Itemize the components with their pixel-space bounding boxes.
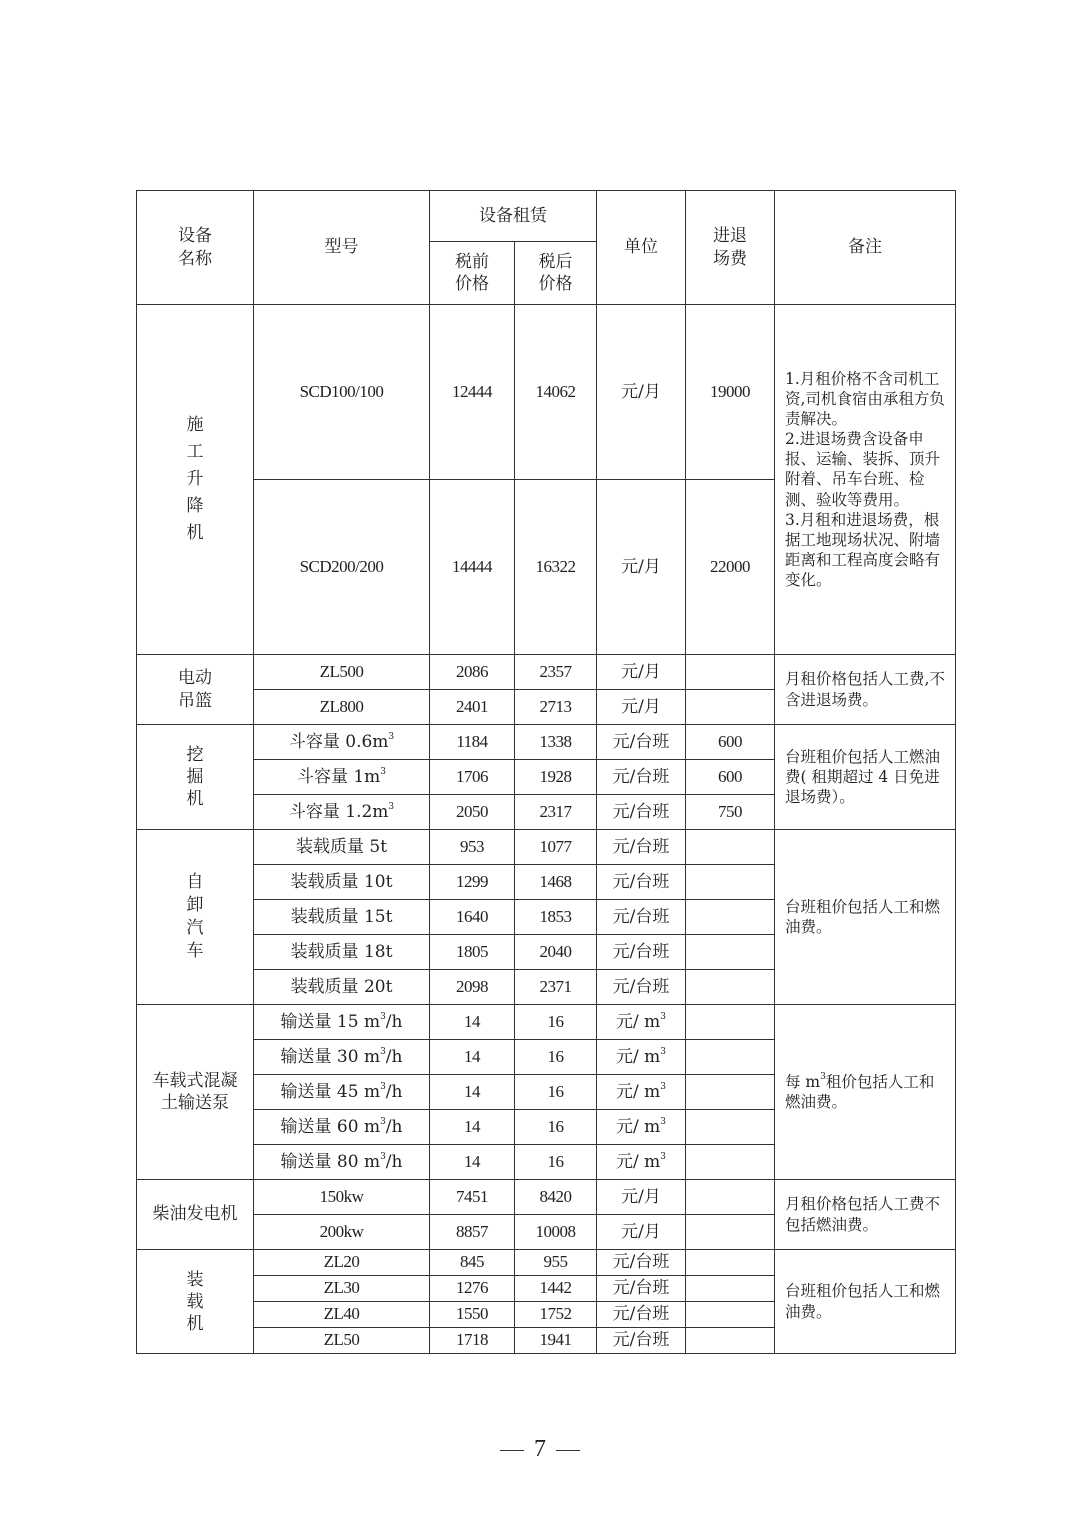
model-cell: 输送量 60 $m^3/h$ (254, 1110, 430, 1145)
entry-fee-cell (686, 1215, 775, 1250)
post-tax-cell: 14062 (515, 305, 597, 480)
dash-left (500, 1450, 524, 1451)
post-tax-cell: 1941 (515, 1328, 597, 1354)
model-cell: 装载质量 20t (254, 970, 430, 1005)
unit-cell: 元/月 (597, 480, 686, 655)
model-cell: 输送量 30 $m^3/h$ (254, 1040, 430, 1075)
pre-tax-cell: 14 (430, 1040, 515, 1075)
table-row (137, 655, 956, 690)
entry-fee-cell (686, 935, 775, 970)
pre-tax-cell: 7451 (430, 1180, 515, 1215)
group-name-concrete-pump: 车载式混凝 土输送泵 (137, 1005, 254, 1180)
pre-tax-cell: 2098 (430, 970, 515, 1005)
entry-fee-cell (686, 865, 775, 900)
post-tax-cell: 2371 (515, 970, 597, 1005)
model-cell: 斗容量 $0.6m^3$ (254, 725, 430, 760)
unit-cell: 元/月 (597, 1215, 686, 1250)
model-cell: 装载质量 15t (254, 900, 430, 935)
dash-right (556, 1450, 580, 1451)
unit-cell: 元/月 (597, 1180, 686, 1215)
entry-fee-cell (686, 1328, 775, 1354)
header-remark: 备注 (775, 191, 956, 305)
post-tax-cell: 8420 (515, 1180, 597, 1215)
entry-fee-cell (686, 970, 775, 1005)
unit-cell: 元/月 (597, 305, 686, 480)
pre-tax-cell: 2401 (430, 690, 515, 725)
entry-fee-cell: 19000 (686, 305, 775, 480)
entry-fee-cell (686, 1005, 775, 1040)
post-tax-cell: 16 (515, 1075, 597, 1110)
model-cell: 斗容量 $1.2m^3$ (254, 795, 430, 830)
pre-tax-cell: 1718 (430, 1328, 515, 1354)
pre-tax-cell: 1299 (430, 865, 515, 900)
unit-cell: 元/ $m^3$ (597, 1075, 686, 1110)
post-tax-cell: 1752 (515, 1302, 597, 1328)
model-cell: 装载质量 10t (254, 865, 430, 900)
unit-cell: 元/台班 (597, 760, 686, 795)
model-cell: 200kw (254, 1215, 430, 1250)
post-tax-cell: 1853 (515, 900, 597, 935)
unit-cell: 元/ $m^3$ (597, 1005, 686, 1040)
entry-fee-cell (686, 1250, 775, 1276)
post-tax-cell: 1468 (515, 865, 597, 900)
model-cell: SCD100/100 (254, 305, 430, 480)
header-equipment-name: 设备 名称 (137, 191, 254, 305)
post-tax-cell: 1442 (515, 1276, 597, 1302)
entry-fee-cell: 750 (686, 795, 775, 830)
group-name-electric-gondola: 电动 吊篮 (137, 655, 254, 725)
pre-tax-cell: 1805 (430, 935, 515, 970)
post-tax-cell: 1077 (515, 830, 597, 865)
unit-cell: 元/ $m^3$ (597, 1110, 686, 1145)
model-cell: 输送量 80 $m^3/h$ (254, 1145, 430, 1180)
model-cell: 输送量 15 $m^3/h$ (254, 1005, 430, 1040)
unit-cell: 元/台班 (597, 795, 686, 830)
remark-cell: 台班租价包括人工和燃油费。 (775, 1250, 956, 1354)
pre-tax-cell: 1184 (430, 725, 515, 760)
unit-cell: 元/ $m^3$ (597, 1145, 686, 1180)
model-cell: 装载质量 5t (254, 830, 430, 865)
unit-cell: 元/台班 (597, 1302, 686, 1328)
post-tax-cell: 2040 (515, 935, 597, 970)
pre-tax-cell: 1550 (430, 1302, 515, 1328)
unit-cell: 元/ $m^3$ (597, 1040, 686, 1075)
model-cell: ZL30 (254, 1276, 430, 1302)
unit-cell: 元/月 (597, 655, 686, 690)
table-row (137, 1005, 956, 1040)
group-name-construction-elevator: 施 工 升 降 机 (137, 305, 254, 655)
remark-cell: 1.月租价格不含司机工资,司机食宿由承租方负责解决。 2.进退场费含设备申报、运输、装拆、顶升附着、吊车台班、检测、验收等费用。 3.月租和进退场费，根据工地现场状况、附墙距离和工程高度会略有变化。 (775, 305, 956, 655)
remark-cell: 台班租价包括人工和燃油费。 (775, 830, 956, 1005)
post-tax-cell: 2317 (515, 795, 597, 830)
unit-cell: 元/台班 (597, 970, 686, 1005)
model-cell: SCD200/200 (254, 480, 430, 655)
header-pre-tax-price: 税前 价格 (430, 242, 515, 305)
group-name-diesel-generator: 柴油发电机 (137, 1180, 254, 1250)
post-tax-cell: 16 (515, 1040, 597, 1075)
entry-fee-cell (686, 690, 775, 725)
pre-tax-cell: 2050 (430, 795, 515, 830)
entry-fee-cell: 22000 (686, 480, 775, 655)
unit-cell: 元/台班 (597, 935, 686, 970)
model-cell: 装载质量 18t (254, 935, 430, 970)
table-header (137, 191, 956, 305)
entry-fee-cell (686, 1145, 775, 1180)
table-row (137, 1180, 956, 1215)
pre-tax-cell: 1640 (430, 900, 515, 935)
equipment-rental-table (136, 190, 956, 1354)
unit-cell: 元/台班 (597, 830, 686, 865)
model-cell: ZL40 (254, 1302, 430, 1328)
group-name-dump-truck: 自 卸 汽 车 (137, 830, 254, 1005)
entry-fee-cell: 600 (686, 725, 775, 760)
unit-cell: 元/台班 (597, 1276, 686, 1302)
model-cell: ZL500 (254, 655, 430, 690)
post-tax-cell: 955 (515, 1250, 597, 1276)
pre-tax-cell: 12444 (430, 305, 515, 480)
pre-tax-cell: 2086 (430, 655, 515, 690)
entry-fee-cell: 600 (686, 760, 775, 795)
model-cell: 150kw (254, 1180, 430, 1215)
model-cell: 输送量 45 $m^3/h$ (254, 1075, 430, 1110)
unit-cell: 元/台班 (597, 900, 686, 935)
pre-tax-cell: 8857 (430, 1215, 515, 1250)
header-post-tax-price: 税后 价格 (515, 242, 597, 305)
header-rental: 设备租赁 (430, 191, 597, 242)
remark-cell: 月租价格包括人工费不包括燃油费。 (775, 1180, 956, 1250)
pre-tax-cell: 14 (430, 1110, 515, 1145)
pre-tax-cell: 1276 (430, 1276, 515, 1302)
pre-tax-cell: 953 (430, 830, 515, 865)
pre-tax-cell: 14 (430, 1075, 515, 1110)
pre-tax-cell: 14444 (430, 480, 515, 655)
unit-cell: 元/台班 (597, 1328, 686, 1354)
unit-cell: 元/月 (597, 690, 686, 725)
entry-fee-cell (686, 900, 775, 935)
entry-fee-cell (686, 655, 775, 690)
entry-fee-cell (686, 1302, 775, 1328)
post-tax-cell: 16 (515, 1005, 597, 1040)
remark-cell: 台班租价包括人工燃油费( 租期超过 4 日免进退场费）。 (775, 725, 956, 830)
model-cell: 斗容量 $1m^3$ (254, 760, 430, 795)
entry-fee-cell (686, 1276, 775, 1302)
pre-tax-cell: 14 (430, 1145, 515, 1180)
header-unit: 单位 (597, 191, 686, 305)
model-cell: ZL50 (254, 1328, 430, 1354)
page-number (0, 1436, 1080, 1463)
entry-fee-cell (686, 830, 775, 865)
pre-tax-cell: 14 (430, 1005, 515, 1040)
group-name-excavator: 挖 掘 机 (137, 725, 254, 830)
post-tax-cell: 1338 (515, 725, 597, 760)
entry-fee-cell (686, 1075, 775, 1110)
pre-tax-cell: 845 (430, 1250, 515, 1276)
post-tax-cell: 2357 (515, 655, 597, 690)
post-tax-cell: 1928 (515, 760, 597, 795)
header-model: 型号 (254, 191, 430, 305)
post-tax-cell: 10008 (515, 1215, 597, 1250)
page-number-text: 7 (534, 1436, 546, 1462)
group-name-loader: 装 载 机 (137, 1250, 254, 1354)
remark-cell: 每 $m^3$租价包括人工和燃油费。 (775, 1005, 956, 1180)
post-tax-cell: 2713 (515, 690, 597, 725)
model-cell: ZL20 (254, 1250, 430, 1276)
remark-cell: 月租价格包括人工费,不含进退场费。 (775, 655, 956, 725)
post-tax-cell: 16322 (515, 480, 597, 655)
unit-cell: 元/台班 (597, 865, 686, 900)
entry-fee-cell (686, 1180, 775, 1215)
pre-tax-cell: 1706 (430, 760, 515, 795)
header-entry-exit-fee: 进退 场费 (686, 191, 775, 305)
entry-fee-cell (686, 1040, 775, 1075)
table-row (137, 830, 956, 865)
table-row (137, 725, 956, 760)
unit-cell: 元/台班 (597, 1250, 686, 1276)
post-tax-cell: 16 (515, 1145, 597, 1180)
unit-cell: 元/台班 (597, 725, 686, 760)
post-tax-cell: 16 (515, 1110, 597, 1145)
table-row (137, 1250, 956, 1276)
entry-fee-cell (686, 1110, 775, 1145)
table-row (137, 305, 956, 480)
model-cell: ZL800 (254, 690, 430, 725)
